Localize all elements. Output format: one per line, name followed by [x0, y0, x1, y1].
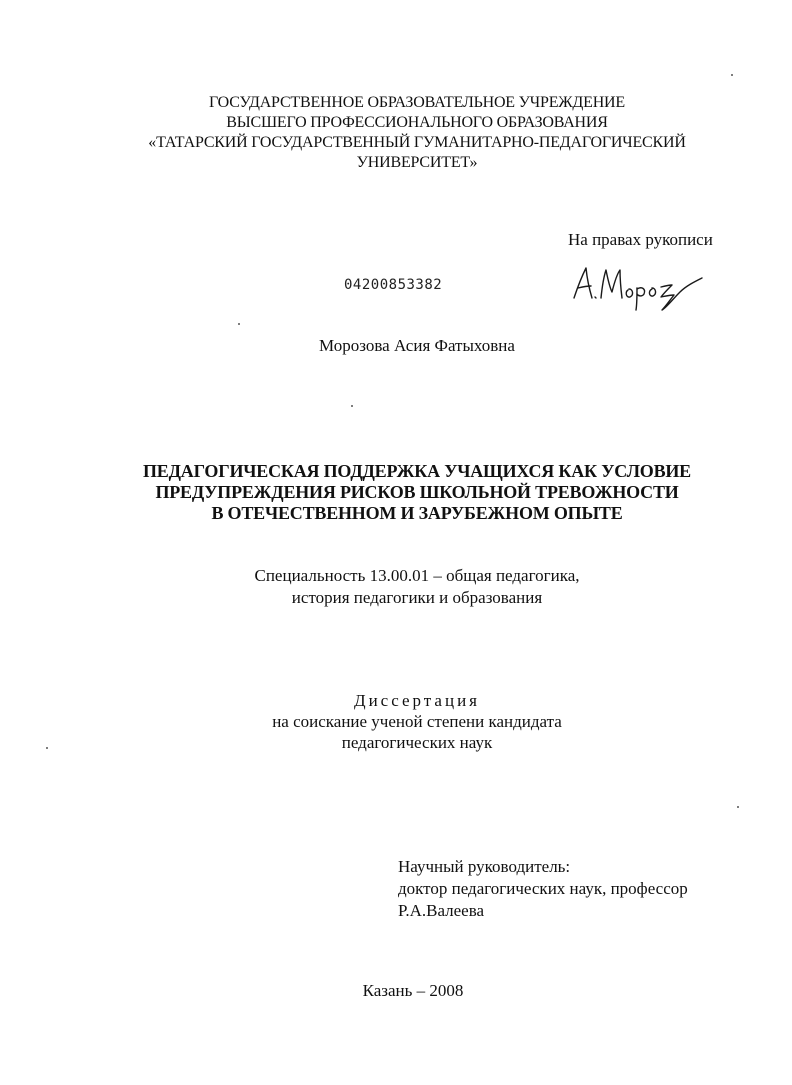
supervisor-title: доктор педагогических наук, профессор [398, 879, 688, 898]
specialty-line-1: Специальность 13.00.01 – общая педагогика, [254, 566, 580, 585]
degree-line-1: на соискание ученой степени кандидата [272, 712, 562, 731]
institution-line-4: УНИВЕРСИТЕТ» [356, 154, 478, 171]
title-line-3: В ОТЕЧЕСТВЕННОМ И ЗАРУБЕЖНОМ ОПЫТЕ [211, 503, 623, 523]
manuscript-rights-label: На правах рукописи [568, 230, 713, 249]
degree-block [0, 690, 792, 753]
city-year: Казань – 2008 [362, 981, 464, 1000]
institution-line-1: ГОСУДАРСТВЕННОЕ ОБРАЗОВАТЕЛЬНОЕ УЧРЕЖДЕНИЕ [209, 94, 625, 111]
scan-speck [351, 405, 353, 407]
author-name: Морозова Асия Фатыховна [319, 336, 515, 355]
supervisor-block [398, 856, 688, 922]
scan-speck [731, 74, 733, 76]
degree-heading: Диссертация [353, 691, 480, 710]
institution-line-2: ВЫСШЕГО ПРОФЕССИОНАЛЬНОГО ОБРАЗОВАНИЯ [226, 114, 608, 131]
supervisor-name: Р.А.Валеева [398, 901, 485, 920]
degree-line-2: педагогических наук [341, 733, 493, 752]
handwritten-signature [568, 258, 708, 316]
scan-speck [737, 806, 739, 808]
supervisor-label: Научный руководитель: [398, 857, 571, 876]
specialty-block [0, 565, 792, 609]
specialty-line-2: история педагогики и образования [291, 588, 543, 607]
title-line-1: ПЕДАГОГИЧЕСКАЯ ПОДДЕРЖКА УЧАЩИХСЯ КАК УСЛОВИЕ [143, 461, 691, 481]
institution-line-3: «ТАТАРСКИЙ ГОСУДАРСТВЕННЫЙ ГУМАНИТАРНО-ПЕДАГОГИЧЕСКИЙ [148, 134, 686, 151]
title-line-2: ПРЕДУПРЕЖДЕНИЯ РИСКОВ ШКОЛЬНОЙ ТРЕВОЖНОСТИ [155, 482, 679, 502]
dissertation-title [0, 461, 792, 524]
document-number: 04200853382 [344, 277, 443, 293]
scan-speck [46, 747, 48, 749]
institution-header [0, 93, 792, 173]
scan-speck [238, 323, 240, 325]
